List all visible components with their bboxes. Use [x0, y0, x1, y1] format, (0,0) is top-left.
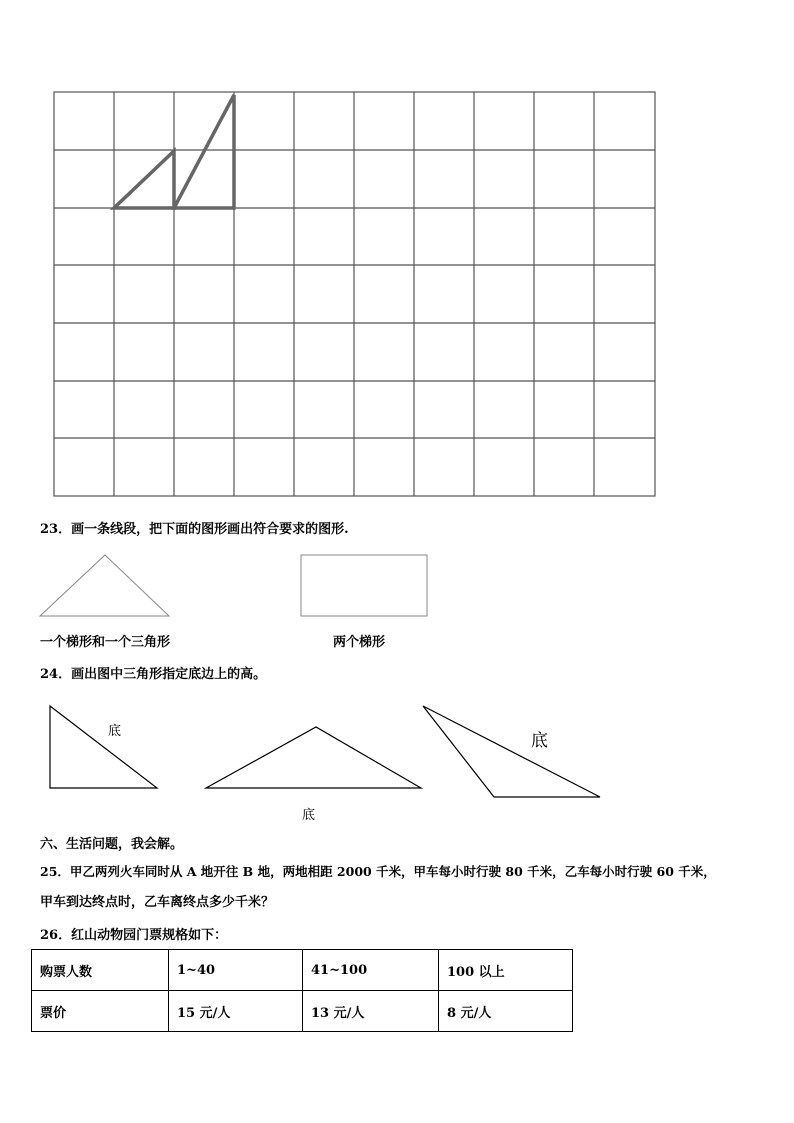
table-cell: 1~40 — [169, 950, 303, 991]
table-cell: 41~100 — [303, 950, 439, 991]
grid-lines — [54, 92, 655, 496]
table-cell: 票价 — [32, 991, 169, 1032]
q25-line1: 25．甲乙两列火车同时从 A 地开往 B 地，两地相距 2000 千米，甲车每小时行驶 80 千米，乙车每小时行驶 60 千米， — [40, 864, 716, 879]
q23-triangle — [40, 555, 169, 616]
table-row — [32, 991, 573, 1032]
ticket-price-table — [31, 949, 573, 1032]
q24-label-wide-triangle: 底 — [302, 808, 316, 823]
table-cell: 8 元/人 — [439, 991, 573, 1032]
q24-label-right-triangle: 底 — [108, 724, 122, 739]
q23-prompt: 23．画一条线段，把下面的图形画出符合要求的图形. — [40, 522, 349, 537]
table-cell: 购票人数 — [32, 950, 169, 991]
q24-right-triangle — [50, 706, 157, 788]
q25-line2: 甲车到达终点时，乙车离终点多少千米？ — [40, 895, 275, 910]
q23-caption-rectangle: 两个梯形 — [333, 635, 386, 650]
q26-prompt: 26．红山动物园门票规格如下： — [40, 928, 228, 943]
q24-wide-triangle — [206, 727, 421, 788]
q23-caption-triangle: 一个梯形和一个三角形 — [40, 635, 171, 650]
small-triangle — [114, 151, 174, 208]
large-triangle — [174, 95, 234, 208]
table-cell: 15 元/人 — [169, 991, 303, 1032]
q24-prompt: 24．画出图中三角形指定底边上的高。 — [40, 667, 267, 682]
table-cell: 13 元/人 — [303, 991, 439, 1032]
table-cell: 100 以上 — [439, 950, 573, 991]
q23-rectangle — [301, 555, 427, 616]
table-row — [32, 950, 573, 991]
q24-label-obtuse-triangle: 底 — [531, 731, 548, 751]
q24-obtuse-triangle — [423, 706, 600, 797]
section-heading: 六、生活问题，我会解。 — [40, 837, 184, 852]
